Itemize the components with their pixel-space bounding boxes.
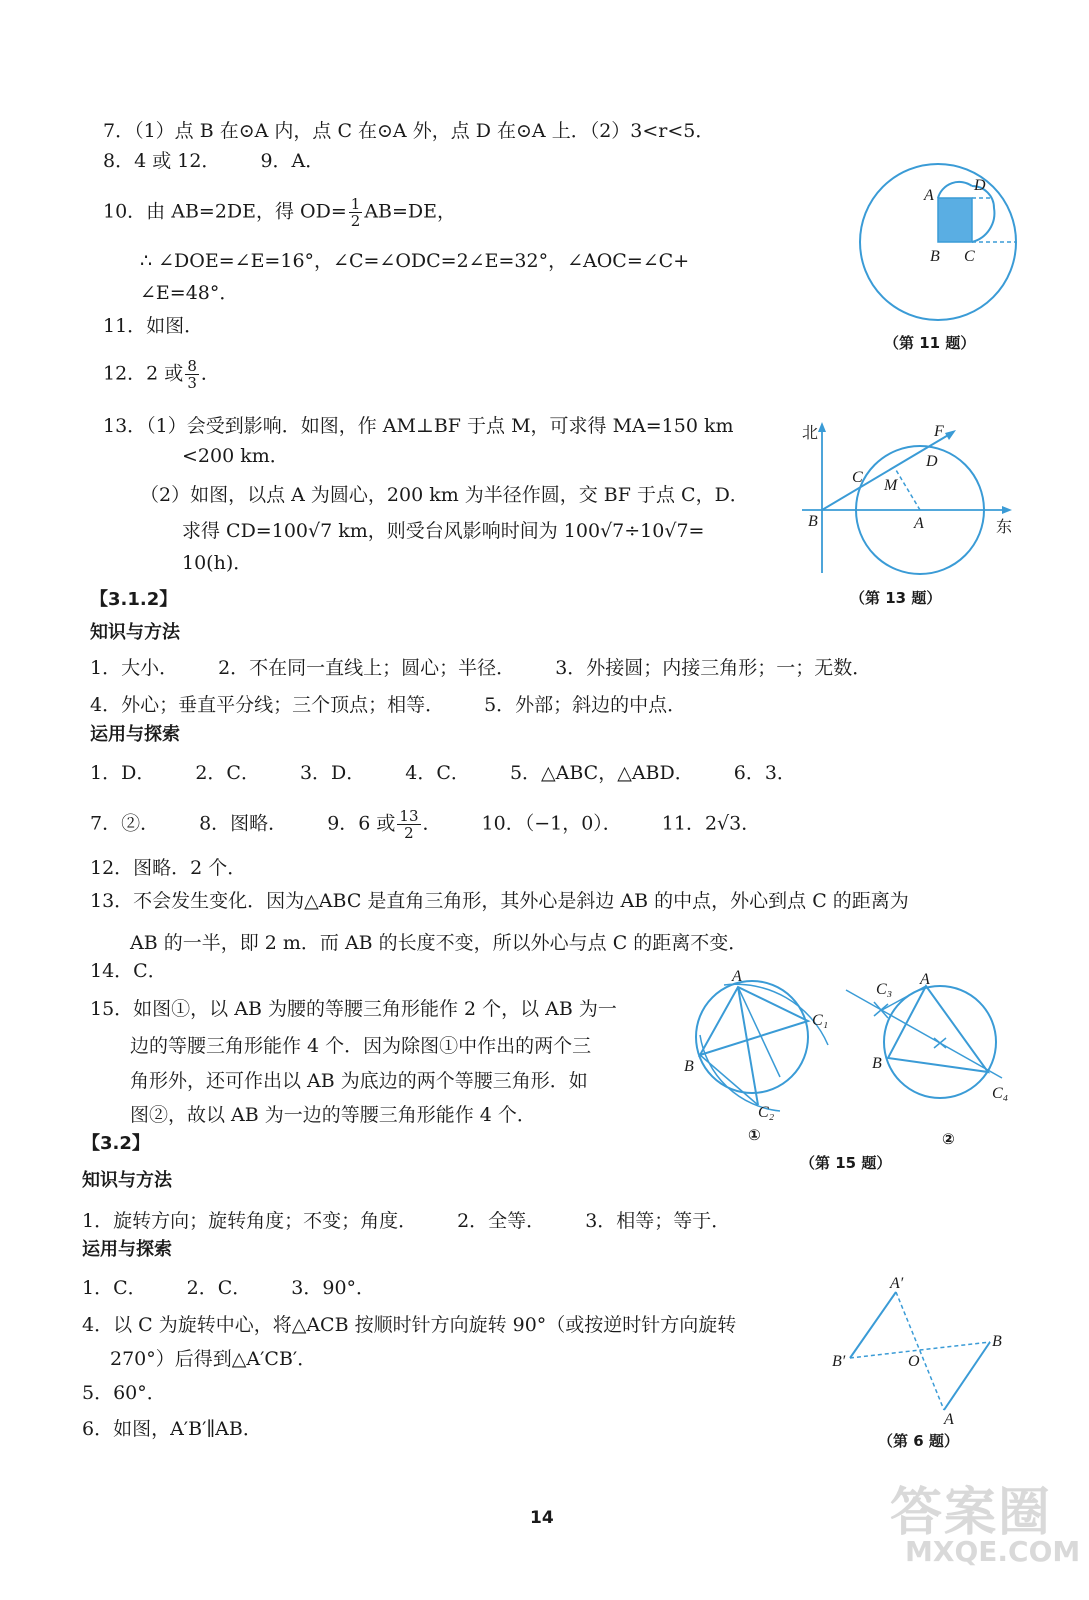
- answer-8: 8．4 或 12．: [103, 150, 221, 172]
- figure-13-label-d: D: [926, 453, 938, 470]
- caption-figure-11: （第 11 题）: [884, 334, 976, 352]
- answer-10-line2: ∴ ∠DOE=∠E=16°，∠C=∠ODC=2∠E=32°，∠AOC=∠C+: [140, 250, 690, 272]
- figure-13-label-c: C: [852, 469, 863, 486]
- apply2-4-line2: 270°）后得到△A′CB′．: [110, 1348, 317, 1370]
- apply-row-2: 7．②． 8．图略． 9．6 或 $\frac{13}{2}$ ． 10．（−1，0）． 11．2√3．: [90, 807, 761, 842]
- figure-13-label-b: B: [808, 513, 818, 530]
- apply-row-1: 1．D． 2．C． 3．D． 4．C． 5．△ABC，△ABD． 6．3．: [90, 762, 796, 784]
- figure-11-square: [938, 198, 972, 242]
- figure-15-1-label-a: A: [732, 968, 742, 985]
- apply-13-line2: AB 的一半，即 2 m．而 AB 的长度不变，所以外心与点 C 的距离不变．: [130, 932, 748, 954]
- figure-6-label-o: O: [908, 1353, 920, 1370]
- answer-10-line1: 10．由 AB=2DE，得 OD= $\frac{1}{2}$ AB=DE，: [103, 195, 457, 230]
- apply-15-line4: 图②，故以 AB 为一边的等腰三角形能作 4 个．: [130, 1104, 536, 1126]
- heading-knowledge-methods-2: 知识与方法: [82, 1170, 172, 1191]
- section-3-2: 【3.2】: [82, 1133, 150, 1154]
- page-number: 14: [530, 1508, 554, 1528]
- figure-13-east: 东: [996, 519, 1013, 536]
- answer-13-line5: 10(h)．: [182, 552, 253, 574]
- figure-13-north: 北: [802, 425, 819, 442]
- fraction-thirteen-halves: $\frac{13}{2}$: [399, 807, 419, 842]
- figure-11-label-b: B: [930, 248, 940, 265]
- answer-10-line3: ∠E=48°．: [140, 282, 239, 304]
- answer-7: 7．（1）点 B 在⊙A 内，点 C 在⊙A 外，点 D 在⊙A 上．（2）3<r<5．: [103, 120, 715, 142]
- figure-6-label-b: B: [992, 1333, 1002, 1350]
- figure-15-1-label-c1: C₁: [812, 1012, 829, 1029]
- figure-6-label-a: A: [944, 1411, 954, 1428]
- figure-11-label-a: A: [924, 187, 934, 204]
- answer-11: 11．如图．: [103, 315, 204, 337]
- answer-13-line3: （2）如图，以点 A 为圆心，200 km 为半径作圆，交 BF 于点 C，D．: [140, 484, 749, 506]
- caption-figure-13: （第 13 题）: [850, 589, 942, 607]
- answer-9: 9．A．: [260, 150, 325, 172]
- heading-apply-explore-2: 运用与探索: [82, 1239, 172, 1260]
- apply-15-line1: 15．如图①，以 AB 为腰的等腰三角形能作 2 个，以 AB 为一: [90, 998, 617, 1020]
- figure-15-1: [680, 965, 840, 1130]
- fraction-eight-thirds: $\frac{8}{3}$: [187, 357, 197, 392]
- fraction-one-half: $\frac{1}{2}$: [350, 195, 361, 230]
- figure-13-label-m: M: [884, 477, 898, 494]
- figure-6: [828, 1270, 1018, 1430]
- caption-figure-15-2: ②: [942, 1130, 955, 1148]
- caption-figure-15: （第 15 题）: [800, 1154, 892, 1172]
- figure-13-label-a: A: [914, 515, 924, 532]
- watermark-logo: 答案圈: [890, 1483, 1053, 1543]
- answer-8-9: [103, 148, 324, 174]
- figure-15-2: [842, 972, 1022, 1112]
- caption-figure-15-1: ①: [748, 1126, 761, 1144]
- apply2-4-line1: 4．以 C 为旋转中心，将△ACB 按顺时针方向旋转 90°（或按逆时针方向旋转: [82, 1314, 737, 1336]
- figure-11-label-d: D: [974, 177, 986, 194]
- apply2-6: 6．如图，A′B′∥AB．: [82, 1418, 262, 1440]
- knowledge-row-1: 1．大小． 2．不在同一直线上；圆心；半径． 3．外接圆；内接三角形；一；无数．: [90, 657, 872, 679]
- figure-11-label-c: C: [964, 248, 975, 265]
- figure-15-1-label-b: B: [684, 1058, 694, 1075]
- figure-15-2-label-a: A: [920, 972, 930, 988]
- figure-15-1-label-c2: C₂: [758, 1104, 775, 1121]
- figure-6-label-b-prime: B′: [832, 1353, 846, 1370]
- figure-13: [798, 418, 1030, 584]
- apply-15-line3: 角形外，还可作出以 AB 为底边的两个等腰三角形．如: [130, 1070, 588, 1092]
- answer-12: 12．2 或 $\frac{8}{3}$ ．: [103, 357, 220, 392]
- answer-13-line1: 13．（1）会受到影响．如图，作 AM⊥BF 于点 M，可求得 MA=150 km: [103, 415, 734, 437]
- figure-13-label-f: F: [934, 423, 944, 440]
- knowledge2-row: 1．旋转方向；旋转角度；不变；角度． 2．全等． 3．相等；等于．: [82, 1210, 731, 1232]
- apply-13-line1: 13．不会发生变化．因为△ABC 是直角三角形，其外心是斜边 AB 的中点，外心到点 C 的距离为: [90, 890, 909, 912]
- watermark-url: MXQE.COM: [905, 1535, 1081, 1568]
- figure-15-2-label-b: B: [872, 1055, 882, 1072]
- apply-14: 14．C．: [90, 960, 167, 982]
- figure-6-label-a-prime: A′: [890, 1275, 904, 1292]
- knowledge-row-2: 4．外心；垂直平分线；三个顶点；相等． 5．外部；斜边的中点．: [90, 694, 687, 716]
- apply2-row-1: 1．C． 2．C． 3．90°．: [82, 1277, 376, 1299]
- apply-12: 12．图略．2 个．: [90, 857, 247, 879]
- heading-apply-explore-1: 运用与探索: [90, 724, 180, 745]
- figure-11: [850, 160, 1025, 335]
- caption-figure-6: （第 6 题）: [878, 1432, 959, 1450]
- section-3-1-2: 【3.1.2】: [90, 589, 178, 610]
- answer-13-line2: <200 km．: [182, 445, 289, 467]
- figure-15-2-label-c4: C₄: [992, 1085, 1009, 1102]
- apply-15-line2: 边的等腰三角形能作 4 个．因为除图①中作出的两个三: [130, 1035, 592, 1057]
- apply2-5: 5．60°．: [82, 1382, 166, 1404]
- answer-13-line4: 求得 CD=100√7 km，则受台风影响时间为 100√7÷10√7=: [182, 520, 705, 542]
- heading-knowledge-methods-1: 知识与方法: [90, 622, 180, 643]
- figure-15-2-label-c3: C₃: [876, 981, 893, 998]
